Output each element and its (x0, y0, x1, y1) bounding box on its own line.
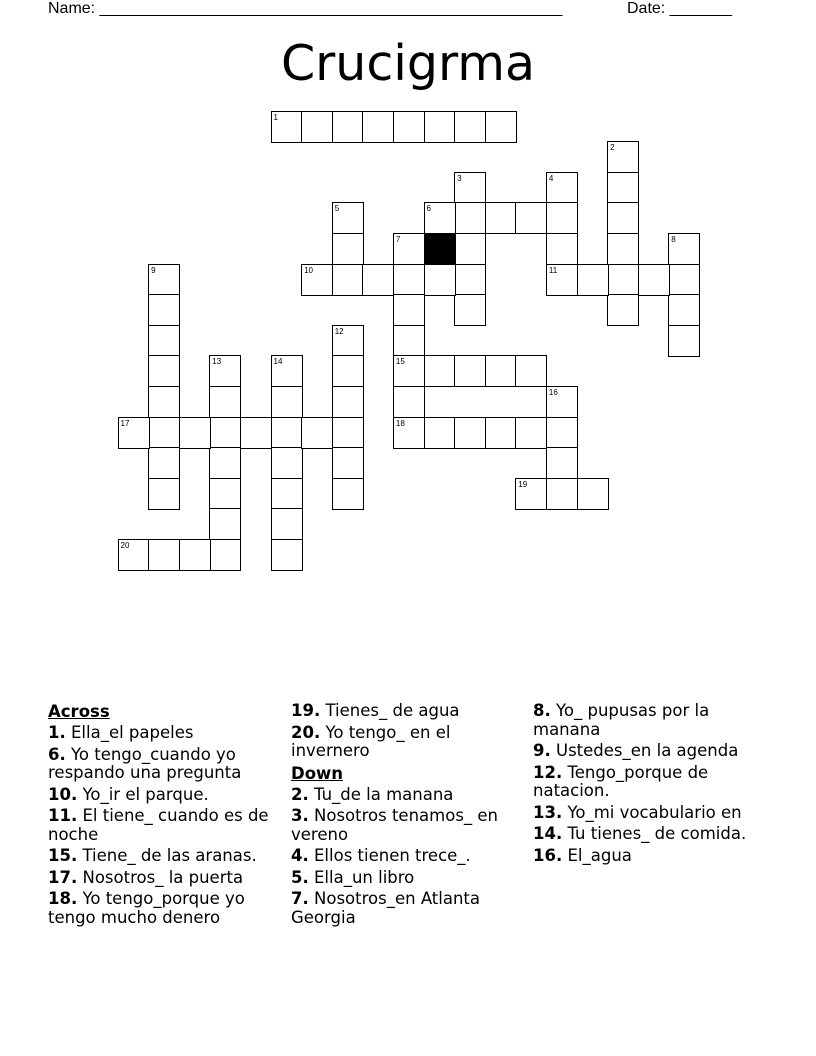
grid-cell[interactable] (607, 172, 639, 204)
grid-cell[interactable] (515, 417, 547, 449)
grid-cell[interactable] (118, 539, 150, 571)
grid-cell[interactable] (546, 386, 578, 418)
grid-cell[interactable] (209, 539, 241, 571)
grid-cell[interactable] (301, 264, 333, 296)
cell-number: 15 (395, 357, 405, 367)
cell-number: 14 (273, 357, 283, 367)
grid-cell[interactable] (607, 141, 639, 173)
grid-cell[interactable] (271, 355, 303, 387)
grid-cell[interactable] (393, 417, 425, 449)
grid-cell[interactable] (332, 386, 364, 418)
grid-cell[interactable] (454, 233, 486, 265)
clue-down-8: 8. Yo_ pupusas por la manana (533, 701, 710, 739)
grid-block-cell (424, 233, 456, 265)
clue-across-20: 20. Yo tengo_ en el invernero (291, 722, 451, 760)
grid-cell[interactable] (454, 294, 486, 326)
grid-cell[interactable] (209, 478, 241, 510)
cell-number: 11 (548, 265, 558, 275)
clue-down-9: 9. Ustedes_en la agenda (533, 741, 739, 760)
grid-cell[interactable] (668, 294, 700, 326)
clue-down-3: 3. Nosotros tenamos_ en vereno (291, 806, 499, 844)
grid-cell[interactable] (515, 478, 547, 510)
grid-cell[interactable] (607, 294, 639, 326)
cell-number: 6 (426, 204, 431, 214)
grid-cell[interactable] (332, 202, 364, 234)
grid-cell[interactable] (607, 202, 639, 234)
grid-cell[interactable] (148, 417, 180, 449)
grid-cell[interactable] (424, 417, 456, 449)
grid-cell[interactable] (332, 417, 364, 449)
cell-number: 5 (334, 204, 340, 214)
grid-cell[interactable] (546, 417, 578, 449)
grid-cell[interactable] (668, 264, 700, 296)
grid-cell[interactable] (148, 355, 180, 387)
clue-across-10: 10. Yo_ir el parque. (48, 784, 209, 804)
grid-cell[interactable] (148, 478, 180, 510)
grid-cell[interactable] (179, 417, 211, 449)
grid-cell[interactable] (393, 264, 425, 296)
grid-cell[interactable] (332, 264, 364, 296)
clue-column-1 (48, 702, 278, 930)
grid-cell[interactable] (668, 325, 700, 357)
grid-cell[interactable] (454, 202, 486, 234)
grid-cell[interactable] (546, 172, 578, 204)
grid-cell[interactable] (362, 264, 394, 296)
grid-cell[interactable] (271, 111, 303, 143)
clue-across-15: 15. Tiene_ de las aranas. (48, 846, 257, 865)
cell-number: 10 (304, 265, 313, 275)
grid-cell[interactable] (332, 355, 364, 387)
cell-number: 17 (120, 418, 130, 428)
clue-across-17: 17. Nosotros_ la puerta (48, 867, 244, 887)
grid-cell[interactable] (485, 355, 517, 387)
cell-number: 3 (457, 173, 462, 183)
grid-cell[interactable] (271, 417, 303, 449)
grid-cell[interactable] (393, 294, 425, 326)
grid-cell[interactable] (148, 447, 180, 479)
grid-cell[interactable] (332, 478, 364, 510)
grid-cell[interactable] (271, 386, 303, 418)
grid-cell[interactable] (240, 417, 272, 449)
grid-cell[interactable] (638, 264, 670, 296)
cell-number: 19 (518, 479, 528, 489)
cell-number: 7 (395, 234, 401, 244)
grid-cell[interactable] (209, 386, 241, 418)
grid-cell[interactable] (271, 447, 303, 479)
clue-down-12: 12. Tengo_porque de natacion. (533, 762, 709, 800)
cell-number: 20 (120, 540, 130, 550)
grid-cell[interactable] (209, 417, 241, 449)
grid-cell[interactable] (332, 447, 364, 479)
grid-cell[interactable] (332, 325, 364, 357)
grid-cell[interactable] (546, 447, 578, 479)
date-field-label: Date: _______ (627, 0, 732, 17)
grid-cell[interactable] (515, 202, 547, 234)
clue-across-18: 18. Yo tengo_porque yo tengo mucho denero (48, 889, 245, 927)
grid-cell[interactable] (271, 508, 303, 540)
grid-cell[interactable] (148, 294, 180, 326)
cell-number: 4 (548, 173, 554, 183)
grid-cell[interactable] (454, 417, 486, 449)
grid-cell[interactable] (515, 355, 547, 387)
down-heading: Down (291, 763, 344, 783)
grid-cell[interactable] (362, 111, 394, 143)
grid-cell[interactable] (577, 478, 609, 510)
cell-number: 9 (151, 265, 156, 275)
clue-down-7: 7. Nosotros_en Atlanta Georgia (291, 889, 481, 927)
grid-cell[interactable] (271, 539, 303, 571)
grid-cell[interactable] (393, 111, 425, 143)
grid-cell[interactable] (148, 386, 180, 418)
grid-cell[interactable] (546, 202, 578, 234)
grid-cell[interactable] (424, 355, 456, 387)
clue-column-2 (291, 702, 521, 930)
grid-cell[interactable] (332, 233, 364, 265)
grid-cell[interactable] (393, 325, 425, 357)
clue-down-14: 14. Tu tienes_ de comida. (533, 824, 747, 843)
clue-down-16: 16. El_agua (533, 845, 632, 865)
grid-cell[interactable] (485, 202, 517, 234)
grid-cell[interactable] (577, 264, 609, 296)
grid-cell[interactable] (546, 264, 578, 296)
grid-cell[interactable] (546, 478, 578, 510)
clue-down-4: 4. Ellos tienen trece_. (291, 846, 471, 865)
cell-number: 2 (610, 143, 615, 153)
grid-cell[interactable] (179, 539, 211, 571)
grid-cell[interactable] (209, 447, 241, 479)
clue-down-13: 13. Yo_mi vocabulario en (533, 802, 742, 822)
clue-down-2: 2. Tu_de la manana (291, 784, 454, 804)
grid-cell[interactable] (485, 111, 517, 143)
clue-down-5: 5. Ella_un libro (291, 867, 415, 887)
across-heading: Across (48, 702, 110, 721)
cell-number: 1 (273, 112, 278, 122)
clue-across-19: 19. Tienes_ de agua (291, 701, 460, 720)
grid-cell[interactable] (148, 539, 180, 571)
clue-across-6: 6. Yo tengo_cuando yo respando una pregunta (48, 744, 242, 782)
grid-cell[interactable] (424, 202, 456, 234)
grid-cell[interactable] (393, 233, 425, 265)
grid-cell[interactable] (454, 172, 486, 204)
grid-cell[interactable] (607, 264, 639, 296)
grid-cell[interactable] (546, 233, 578, 265)
grid-cell[interactable] (485, 417, 517, 449)
grid-cell[interactable] (301, 111, 333, 143)
grid-cell[interactable] (301, 417, 333, 449)
grid-cell[interactable] (271, 478, 303, 510)
grid-cell[interactable] (607, 233, 639, 265)
grid-cell[interactable] (668, 233, 700, 265)
grid-cell[interactable] (148, 264, 180, 296)
grid-cell[interactable] (148, 325, 180, 357)
cell-number: 13 (212, 357, 222, 367)
grid-cell[interactable] (393, 386, 425, 418)
grid-cell[interactable] (332, 111, 364, 143)
grid-cell[interactable] (393, 355, 425, 387)
name-field-label: Name: ____________________________________________________ (48, 0, 563, 17)
cell-number: 16 (548, 387, 558, 397)
clue-across-1: 1. Ella_el papeles (48, 723, 194, 742)
grid-cell[interactable] (454, 264, 486, 296)
page-title: Crucigrma (280, 35, 536, 92)
clue-across-11: 11. El tiene_ cuando es de noche (48, 806, 269, 844)
cell-number: 12 (334, 326, 344, 336)
cell-number: 18 (395, 418, 405, 428)
clue-column-3 (533, 702, 773, 868)
grid-cell[interactable] (454, 111, 486, 143)
cell-number: 8 (671, 234, 676, 244)
grid-cell[interactable] (209, 355, 241, 387)
grid-cell[interactable] (424, 264, 456, 296)
grid-cell[interactable] (209, 508, 241, 540)
grid-cell[interactable] (118, 417, 150, 449)
grid-cell[interactable] (454, 355, 486, 387)
grid-cell[interactable] (424, 111, 456, 143)
